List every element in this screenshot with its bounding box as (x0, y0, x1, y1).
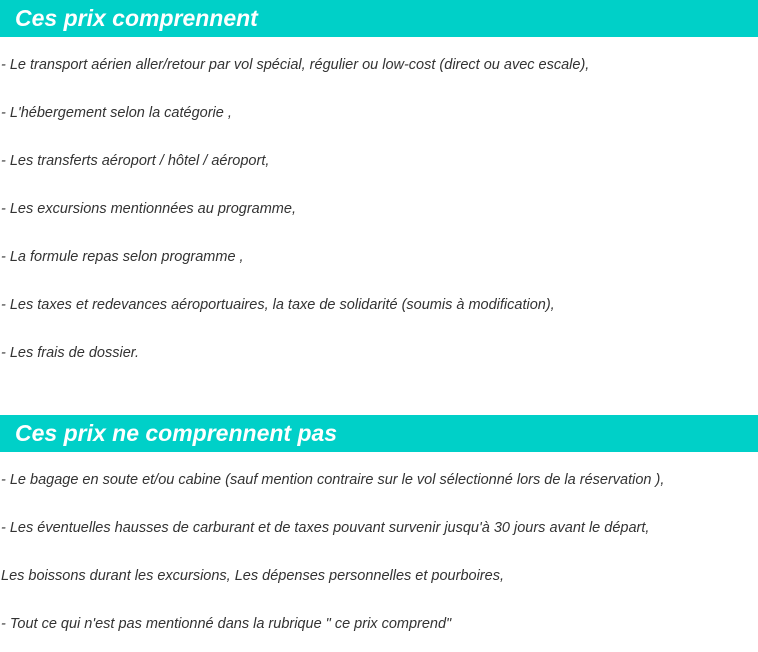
includes-item-repas: - La formule repas selon programme , (1, 249, 244, 265)
excludes-item-boissons: Les boissons durant les excursions, Les dépenses personnelles et pourboires, (1, 568, 504, 584)
includes-item-taxes: - Les taxes et redevances aéroportuaires, la taxe de solidarité (soumis à modification), (1, 297, 555, 313)
excludes-item-hausses: - Les éventuelles hausses de carburant et de taxes pouvant survenir jusqu'à 30 jours avant le départ, (1, 520, 650, 536)
excludes-section-title: Ces prix ne comprennent pas (0, 415, 758, 452)
includes-item-frais-dossier: - Les frais de dossier. (1, 345, 140, 361)
includes-item-transferts: - Les transferts aéroport / hôtel / aéroport, (1, 153, 270, 169)
includes-item-excursions: - Les excursions mentionnées au programme, (1, 201, 296, 217)
includes-item-hebergement: - L'hébergement selon la catégorie , (1, 105, 232, 121)
excludes-item-autres: - Tout ce qui n'est pas mentionné dans la rubrique " ce prix comprend" (1, 616, 452, 632)
includes-section-title: Ces prix comprennent (0, 0, 758, 37)
excludes-item-bagage: - Le bagage en soute et/ou cabine (sauf mention contraire sur le vol sélectionné lors de la réservation ), (1, 472, 665, 488)
includes-item-transport: - Le transport aérien aller/retour par vol spécial, régulier ou low-cost (direct ou avec escale), (1, 57, 590, 73)
